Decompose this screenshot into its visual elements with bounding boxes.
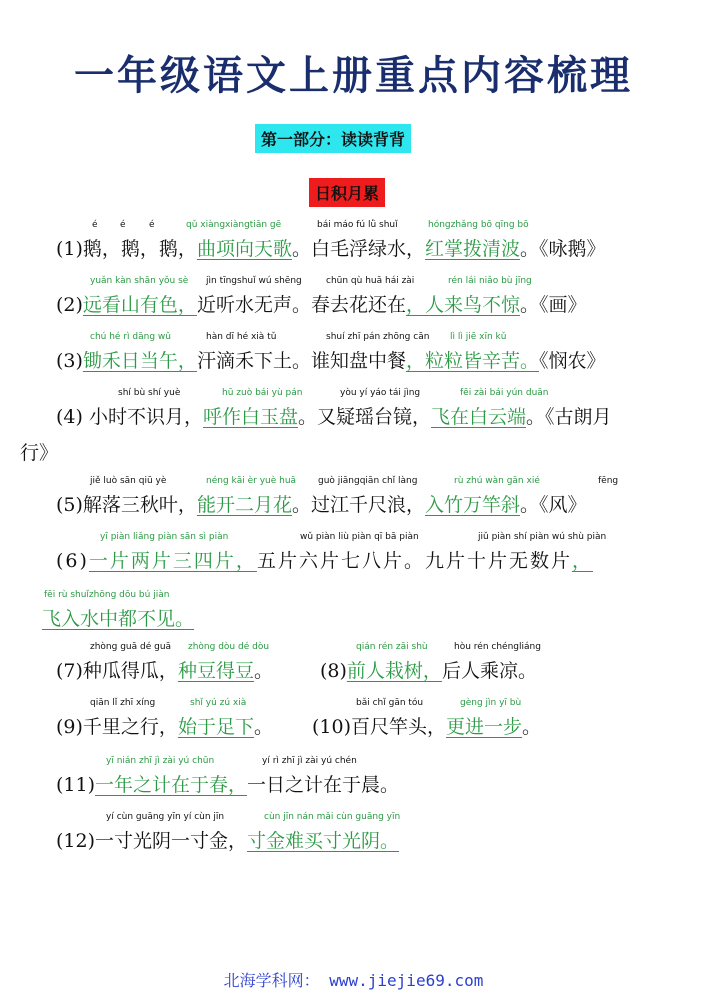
- pinyin-answer: qǔ xiàngxiàngtiān gē: [186, 220, 282, 230]
- plain-text: 一寸光阴一寸金，: [95, 830, 248, 852]
- pinyin: shuí zhī pán zhōng cān: [326, 332, 430, 342]
- pinyin-answer: chú hé rì dāng wǔ: [90, 332, 171, 342]
- pinyin-answer: gèng jìn yī bù: [460, 698, 522, 708]
- pinyin: chūn qù huā hái zài: [326, 276, 415, 286]
- line-text: [320, 656, 537, 683]
- poem-line-4: [0, 388, 707, 464]
- pinyin: wǔ piàn liù piàn qī bā piàn: [300, 532, 419, 542]
- line-text: [56, 490, 587, 517]
- pinyin: é: [120, 220, 126, 230]
- plain-text: 小时不识月，: [88, 406, 203, 428]
- answer-text: ，人来鸟不惊: [405, 294, 520, 316]
- poem-line-1: [0, 220, 707, 260]
- line-text: [56, 546, 593, 573]
- answer-text: ，粒粒皆辛苦。: [405, 350, 539, 372]
- pinyin: yòu yí yáo tái jìng: [340, 388, 421, 398]
- pinyin: hàn dī hé xià tǔ: [206, 332, 277, 342]
- page-title: 一年级语文上册重点内容梳理: [74, 53, 633, 99]
- poem-line-9: [0, 698, 707, 738]
- item-number: (9): [56, 716, 83, 738]
- pinyin: qiān lǐ zhī xíng: [90, 698, 156, 708]
- line-continuation: 行》: [20, 442, 59, 464]
- pinyin-answer: yī nián zhī jì zài yú chūn: [106, 756, 215, 766]
- plain-text: 后人乘凉。: [441, 660, 537, 682]
- answer-text: 始于足下: [177, 716, 254, 738]
- pinyin: yí cùn guāng yīn yí cùn jīn: [106, 812, 225, 822]
- pinyin: guò jiāngqiān chǐ làng: [318, 476, 418, 486]
- pinyin: yí rì zhī jì zài yú chén: [262, 756, 357, 766]
- plain-text: 。: [253, 660, 273, 682]
- pinyin-answer: fēi zài bái yún duān: [460, 388, 549, 398]
- poem-line-6: [0, 532, 707, 630]
- plain-text: 。九片十片无数片: [403, 550, 572, 572]
- pinyin: bái máo fú lǜ shuǐ: [317, 220, 398, 230]
- pinyin-answer: rén lái niǎo bù jīng: [448, 276, 532, 286]
- plain-text: 。《古朗月: [526, 406, 612, 428]
- pinyin: jiǔ piàn shí piàn wú shù piàn: [478, 532, 607, 542]
- answer-text: 寸金难买寸光阴。: [247, 830, 400, 852]
- plain-text: 。: [522, 716, 542, 738]
- answer-text: 红掌拨清波: [424, 238, 520, 260]
- pinyin: jìn tīngshuǐ wú shēng: [206, 276, 302, 286]
- pinyin-answer: hū zuò bái yù pán: [222, 388, 303, 398]
- plain-text: 解落三秋叶，: [82, 494, 197, 516]
- pinyin-answer: yī piàn liǎng piàn sān sì piàn: [100, 532, 229, 542]
- plain-text: 。又疑瑶台镜，: [298, 406, 432, 428]
- poem-line-7: [0, 642, 707, 682]
- item-number: (7): [56, 660, 83, 682]
- pinyin: bǎi chǐ gān tóu: [356, 698, 424, 708]
- answer-text: 更进一步: [446, 716, 523, 738]
- plain-text: 鹅，鹅，鹅，: [82, 238, 197, 260]
- item-number: (1): [56, 238, 83, 260]
- answer-text: ，: [571, 550, 593, 572]
- line-continuation: [42, 604, 194, 631]
- plain-text: 。《咏鹅》: [519, 238, 606, 260]
- answer-text: 锄禾日当午，: [82, 350, 197, 372]
- poem-line-2: [0, 276, 707, 316]
- line-text: [56, 346, 606, 373]
- plain-text: 百尺竿头，: [351, 716, 447, 738]
- plain-text: 近听水无声: [196, 294, 292, 316]
- item-number: (11): [56, 774, 96, 796]
- pinyin-answer: yuǎn kàn shān yǒu sè: [90, 276, 189, 286]
- item-number: (3): [56, 350, 83, 372]
- item-number: (6): [56, 550, 89, 572]
- line-text: [56, 826, 399, 853]
- answer-text: 曲项向天歌: [196, 238, 292, 260]
- pinyin-answer: zhòng dòu dé dòu: [188, 642, 270, 652]
- answer-text: 前人栽树，: [346, 660, 442, 682]
- footer-watermark: 北海学科网： www.jiejie69.com: [223, 971, 484, 990]
- plain-text: 五片六片七八片: [256, 550, 404, 572]
- pinyin-answer: qián rén zāi shù: [356, 642, 428, 652]
- pinyin-answer: cùn jīn nán mǎi cùn guāng yīn: [264, 812, 401, 822]
- pinyin-answer: néng kāi èr yuè huā: [206, 476, 297, 486]
- pinyin-answer: shǐ yú zú xià: [190, 698, 247, 708]
- plain-text: 。《风》: [519, 494, 587, 516]
- item-number: (8): [320, 660, 347, 682]
- pinyin: é: [149, 220, 155, 230]
- poem-line-3: [0, 332, 707, 372]
- pinyin: é: [92, 220, 98, 230]
- poem-line-11: [0, 756, 707, 796]
- plain-text: 。春去花还在: [291, 294, 406, 316]
- pinyin: hòu rén chéngliáng: [454, 642, 541, 652]
- line-text: [56, 656, 273, 683]
- pinyin: zhòng guā dé guā: [90, 642, 172, 652]
- poem-line-5: [0, 476, 707, 516]
- item-number: (12): [56, 830, 96, 852]
- pinyin: jiě luò sān qiū yè: [90, 476, 167, 486]
- pinyin-answer: rù zhú wàn gān xié: [454, 476, 540, 486]
- answer-text: 飞在白云端: [431, 406, 527, 428]
- section-label: 日积月累: [309, 178, 385, 207]
- line-text: [56, 290, 587, 317]
- line-text: [56, 770, 399, 797]
- poem-line-12: [0, 812, 707, 852]
- plain-text: 千里之行，: [82, 716, 178, 738]
- item-number: (10): [312, 716, 352, 738]
- plain-text: 。: [253, 716, 273, 738]
- line-text: [56, 402, 612, 429]
- plain-text: 。谁知盘中餐: [291, 350, 406, 372]
- plain-text: 。白毛浮绿水，: [291, 238, 425, 260]
- pinyin-answer: fēi rù shuǐzhōng dōu bú jiàn: [44, 590, 170, 600]
- plain-text: 一日之计在于晨。: [247, 774, 400, 796]
- plain-text: 《悯农》: [538, 350, 606, 372]
- answer-text: 入竹万竿斜: [424, 494, 520, 516]
- pinyin: fēng: [598, 476, 619, 486]
- answer-text: 远看山有色，: [82, 294, 197, 316]
- plain-text: 汗滴禾下土: [196, 350, 292, 372]
- plain-text: 。过江千尺浪，: [291, 494, 425, 516]
- line-text: [56, 234, 606, 261]
- line-text: [56, 712, 273, 739]
- item-number: (5): [56, 494, 83, 516]
- pinyin-answer: lì lì jiē xīn kǔ: [450, 332, 507, 342]
- plain-text: 。《画》: [519, 294, 587, 316]
- answer-text: 呼作白玉盘: [202, 406, 298, 428]
- answer-text: 一年之计在于春，: [95, 774, 248, 796]
- part-label: 第一部分：读读背背: [255, 124, 411, 153]
- answer-text: 飞入水中都不见。: [42, 608, 195, 630]
- item-number: (2): [56, 294, 83, 316]
- line-text: [312, 712, 541, 739]
- item-number: (4): [56, 406, 83, 428]
- pinyin: shí bù shí yuè: [118, 388, 181, 398]
- plain-text: 种瓜得瓜，: [82, 660, 178, 682]
- answer-text: 能开二月花: [196, 494, 292, 516]
- pinyin-answer: hóngzhǎng bō qīng bō: [428, 220, 529, 230]
- answer-text: 种豆得豆: [177, 660, 254, 682]
- answer-text: 一片两片三四片，: [88, 550, 257, 572]
